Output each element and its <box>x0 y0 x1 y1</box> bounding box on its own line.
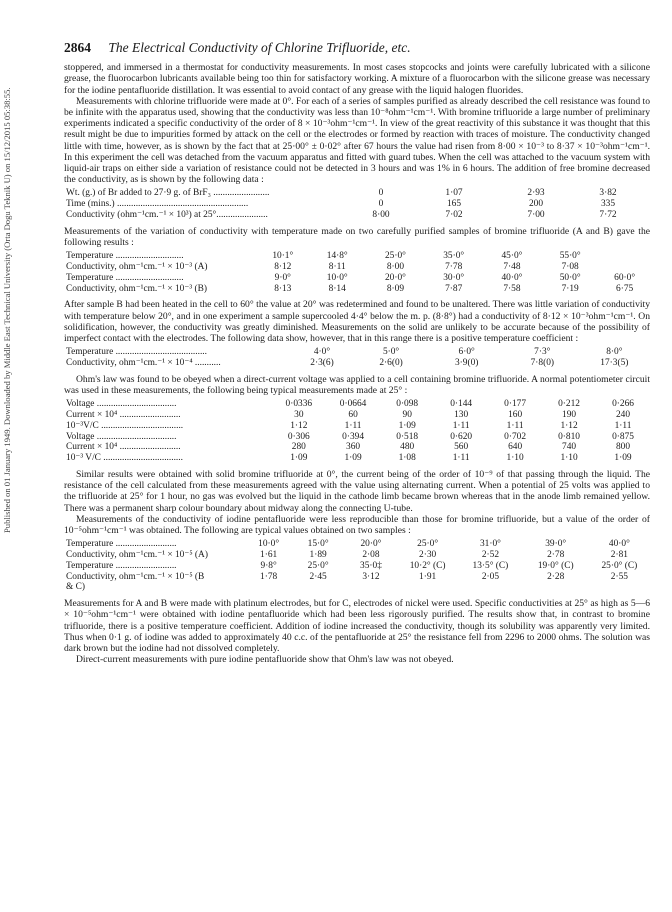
table-cell: 0·0336 <box>285 399 313 410</box>
table-cell: 7·58 <box>503 283 521 294</box>
page-number: 2864 <box>64 40 91 55</box>
row-label: Temperature ............................. <box>66 272 184 283</box>
row-label: & C) <box>66 582 86 593</box>
table-cell: 90 <box>402 410 412 421</box>
running-title: The Electrical Conductivity of Chlorine Trifluoride, etc. <box>108 40 411 55</box>
table-cell: 10·0° <box>326 272 348 283</box>
table-cell: 3·12 <box>362 571 380 582</box>
row-label: Temperature .......................... <box>66 539 177 550</box>
table-cell: 7·19 <box>561 283 579 294</box>
table-cell: 7·87 <box>445 283 463 294</box>
table-cell: 1·10 <box>560 453 578 464</box>
table-cell: 1·61 <box>260 550 278 561</box>
table-cell: 1·12 <box>560 420 578 431</box>
table-cell: 2·55 <box>610 571 628 582</box>
table-row <box>64 572 650 583</box>
table-cell: 4·0° <box>313 347 331 358</box>
paragraph: Direct-current measurements with pure iodine pentafluoride show that Ohm's law was not obeyed. <box>76 654 454 666</box>
table-cell: 2·3(6) <box>310 358 334 369</box>
table-cell: 10·0° <box>258 539 280 550</box>
table-cell: 0·0664 <box>339 399 367 410</box>
table-cell: 0·620 <box>450 431 473 442</box>
table-cell <box>291 582 345 593</box>
table-cell: 0·144 <box>450 399 473 410</box>
table-cell: 19·0° (C) <box>537 560 574 571</box>
table-cell: 335 <box>600 199 616 210</box>
table-row <box>64 347 650 358</box>
table-cell: 1·09 <box>398 420 416 431</box>
page-body <box>64 42 650 665</box>
running-header <box>64 42 650 53</box>
table-cell: 1·11 <box>452 453 470 464</box>
table-cell: 130 <box>454 410 469 421</box>
table-cell: 360 <box>346 442 361 453</box>
table-cell: 1·78 <box>260 571 278 582</box>
table-cell: 25·0° <box>417 539 439 550</box>
table-cell: 17·3(5) <box>600 358 629 369</box>
table-row <box>64 561 650 572</box>
table-cell: 7·00 <box>527 210 545 221</box>
table-cell: 1·89 <box>309 550 327 561</box>
table-cell: 200 <box>528 199 544 210</box>
table-row <box>64 262 650 273</box>
table-cell: 13·5° (C) <box>472 560 509 571</box>
table-cell: 35·0‡ <box>360 560 382 571</box>
table-cell: 1·11 <box>344 420 362 431</box>
table-cell <box>523 582 589 593</box>
table-cell <box>246 582 291 593</box>
table-cell: 0·394 <box>342 431 365 442</box>
table-cell: 1·11 <box>452 420 470 431</box>
table-cell <box>458 582 522 593</box>
table-cell: 50·0° <box>559 272 581 283</box>
row-label: Conductivity, ohm⁻¹cm.⁻¹ × 10⁻³ (B) <box>66 283 207 294</box>
table-cell: 0·212 <box>558 399 580 410</box>
table-cell: 25·0° (C) <box>601 560 638 571</box>
table-cell: 2·45 <box>309 571 327 582</box>
table-cell: 8·14 <box>328 283 346 294</box>
table-cell: 35·0° <box>443 251 465 262</box>
table-cell: 10·1° <box>272 251 294 262</box>
paragraph: Similar results were obtained with solid bromine trifluoride at 0°, the current being of the order of 10⁻⁹ of that passing through the liquid. The resistance of the cell calculated from these measurements agreed with the value using alternating current. When a potential of 25 volts was applied to the trifluoride at 25° for 1 hour, no gas was evolved but the liquid in the cathode limb became brown whereas that in the anode limb remained yellow. There was a permanent sharp colour boundary about midway along the connecting U-tube. <box>64 469 650 514</box>
table-cell: 1·10 <box>506 453 524 464</box>
table-cell: 640 <box>508 442 523 453</box>
table-cell: 1·91 <box>419 571 437 582</box>
row-label: Temperature .......................... <box>66 560 177 571</box>
table-cell: 20·0° <box>360 539 382 550</box>
table-cell: 8·09 <box>386 283 405 294</box>
table-cell: 8·13 <box>274 283 292 294</box>
table-row <box>64 432 650 443</box>
table-cell: 8·12 <box>274 262 292 273</box>
row-label: Conductivity, ohm⁻¹cm.⁻¹ × 10⁻⁴ ........... <box>66 358 221 369</box>
table-cell: 0·266 <box>612 399 634 410</box>
table-row <box>64 210 640 221</box>
table-cell: 3·9(0) <box>454 358 479 369</box>
table-cell: 1·09 <box>290 453 308 464</box>
table-row <box>64 358 650 369</box>
table-cell: 7·78 <box>445 262 463 273</box>
table-cell: 2·93 <box>527 188 545 199</box>
table-cell: 2·28 <box>547 571 565 582</box>
table-cell: 10·2° (C) <box>409 560 446 571</box>
table-cell: 9·0° <box>274 272 291 283</box>
table-cell: 0·810 <box>558 431 580 442</box>
table-cell: 2·52 <box>481 550 500 561</box>
table-cell: 8·0° <box>606 347 623 358</box>
table-row <box>64 273 650 284</box>
table-cell: 2·05 <box>481 571 500 582</box>
table-cell: 240 <box>615 410 631 421</box>
table-cell: 15·0° <box>307 539 329 550</box>
paragraph: After sample B had been heated in the cell to 60° the value at 20° was redetermined and found to be unaltered. There was little variation of conductivity with temperature below 20°, and in one experiment a sample supercooled 4·4° below the m. p. (8·8°) had a conductivity of 8·12 × 10⁻³ohm⁻¹cm⁻¹. On solidification, however, the conductivity was greatly diminished. Measurements on the solid are unlikely to be accurate because of the possibility of imperfect contact with the electrodes. The following data show, however, that in this range there is a positive temperature coefficient : <box>64 299 650 345</box>
table-cell: 2·78 <box>547 550 565 561</box>
table-cell: 7·08 <box>561 262 579 273</box>
table-cell: 2·81 <box>610 550 628 561</box>
table-cell: 7·72 <box>599 210 617 221</box>
table-cell: 14·8° <box>326 251 348 262</box>
row-label: Wt. (g.) of Br added to 27·9 g. of BrF₃ ........................ <box>66 188 270 199</box>
table-cell: 0 <box>378 188 384 199</box>
table-row <box>64 421 650 432</box>
table-cell <box>345 582 397 593</box>
table-cell: 190 <box>562 410 577 421</box>
row-label: Conductivity, ohm⁻¹cm.⁻¹ × 10⁻⁵ (B <box>66 571 205 582</box>
row-label: 10⁻³V/C ................................... <box>66 420 184 431</box>
table-cell: 2·30 <box>419 550 437 561</box>
table-cell <box>599 262 650 273</box>
table-cell: 7·3° <box>534 347 551 358</box>
table-row <box>64 399 650 410</box>
table-cell: 30 <box>294 410 304 421</box>
table-cell: 0·702 <box>504 431 527 442</box>
table-solid-brf3 <box>64 347 650 369</box>
table-cell: 40·0° <box>501 272 523 283</box>
table-cell: 7·48 <box>503 262 521 273</box>
table-cell: 5·0° <box>382 347 400 358</box>
table-cell: 2·6(0) <box>379 358 403 369</box>
table-cell: 60·0° <box>614 272 636 283</box>
row-label: Voltage .................................. <box>66 399 177 410</box>
row-label: Conductivity, ohm⁻¹cm.⁻¹ × 10⁻⁵ (A) <box>66 550 208 561</box>
paragraph: Measurements of the variation of conductivity with temperature made on two carefully purified samples of bromine trifluoride (A and B) gave the following results : <box>64 225 650 249</box>
table-cell: 0·875 <box>612 431 634 442</box>
table-row <box>64 582 650 593</box>
table-ohms-law <box>64 399 650 464</box>
table-cell: 1·07 <box>445 188 463 199</box>
table-cell: 30·0° <box>443 272 465 283</box>
table-cell: 31·0° <box>479 539 501 550</box>
row-label: Current × 10⁴ .......................... <box>66 410 181 421</box>
table-cell: 480 <box>400 442 415 453</box>
table-cell: 60 <box>348 410 358 421</box>
row-label: Voltage .................................. <box>66 431 177 442</box>
table-cell <box>397 582 458 593</box>
table-cell: 1·12 <box>290 420 308 431</box>
table-row <box>64 550 650 561</box>
table-cell: 800 <box>615 442 631 453</box>
table-cell: 3·82 <box>599 188 617 199</box>
table-cell: 1·08 <box>398 453 416 464</box>
table-row <box>64 188 640 199</box>
table-cell: 9·8° <box>260 560 277 571</box>
table-cell: 280 <box>291 442 306 453</box>
table-cell: 25·0° <box>307 560 329 571</box>
table-cell: 165 <box>446 199 462 210</box>
table-cell: 0·177 <box>504 399 527 410</box>
table-cell: 8·00 <box>386 262 405 273</box>
table-row <box>64 442 650 453</box>
table-row <box>64 251 650 262</box>
table-cell <box>599 251 650 262</box>
table-cell: 0·098 <box>396 399 419 410</box>
table-cell: 7·02 <box>445 210 463 221</box>
table-cell: 0 <box>378 199 384 210</box>
table-iodine-pentafluoride <box>64 539 650 593</box>
table-cell: 2·08 <box>362 550 380 561</box>
row-label: 10⁻³ V/C .................................. <box>66 453 183 464</box>
table-cell: 55·0° <box>559 251 581 262</box>
table-cell: 40·0° <box>608 539 630 550</box>
row-label: Temperature ............................. <box>66 251 184 262</box>
table-row <box>64 453 650 464</box>
table-cell: 1·09 <box>344 453 362 464</box>
paragraph: Measurements with chlorine trifluoride were made at 0°. For each of a series of samples purified as already described the cell resistance was found to be infinite with the apparatus used, showing that the conductivity was less than 10⁻⁸ohm⁻¹cm⁻¹. With bromine trifluoride a large number of preliminary experiments indicated a specific conductivity of the order of 8 × 10⁻³ohm⁻¹cm⁻¹. In view of the great reactivity of this substance it was thought that this result might be due to impurities formed by attack on the cell or the electrodes or formed by reaction with traces of moisture. The conductivity changed little with time, however, as is shown by the fact that at 25·00° ± 0·02° after 67 hours the value had risen from 8·00 × 10⁻³ to 8·37 × 10⁻³ohm⁻¹cm⁻¹. In this experiment the cell was detached from the vacuum apparatus and fitted with guard tubes. When the cell was attached to the vacuum system with liquid-air traps on either side a variation of resistance could not be detected in 3 hours and was 1% in 6 hours. The addition of free bromine decreased the conductivity, as is shown by the following data : <box>64 95 650 186</box>
table-cell: 45·0° <box>501 251 523 262</box>
table-row <box>64 539 650 550</box>
table-cell <box>589 582 650 593</box>
table-cell: 20·0° <box>384 272 406 283</box>
table-cell: 1·11 <box>614 420 632 431</box>
table-cell: 8·11 <box>328 262 346 273</box>
table-cell: 0·306 <box>287 431 310 442</box>
table-cell: 560 <box>454 442 469 453</box>
table-cell: 25·0° <box>384 251 406 262</box>
table-cell: 7·8(0) <box>530 358 555 369</box>
paragraph: Measurements for A and B were made with platinum electrodes, but for C, electrodes of nickel were used. Specific conductivities at 25° as high as 5—6 × 10⁻⁵ohm⁻¹cm⁻¹ were obtained with iodine pentafluoride which had been less rigorously purified. The results show that, in contrast to bromine trifluoride, there is a positive temperature coefficient. Addition of iodine increased the conductivity, though its solubility was apparently very limited. Thus when 0·1 g. of iodine was added to approximately 40 c.c. of the pentafluoride at 25° the resistance fell from 2296 to 2000 ohms. The solution was dark brown but the iodine had not dissolved completely. <box>64 598 650 655</box>
table-row <box>64 410 650 421</box>
table-row <box>64 284 650 295</box>
table-cell: 160 <box>508 410 523 421</box>
row-label: Conductivity, ohm⁻¹cm.⁻¹ × 10⁻³ (A) <box>66 262 208 273</box>
table-bromine-addition <box>64 188 640 220</box>
table-row <box>64 199 640 210</box>
table-cell: 0·518 <box>396 431 419 442</box>
table-cell: 8·00 <box>372 210 390 221</box>
table-cell: 1·11 <box>506 420 524 431</box>
table-temperature-brf3 <box>64 251 650 294</box>
table-cell: 39·0° <box>545 539 567 550</box>
paragraph: Ohm's law was found to be obeyed when a direct-current voltage was applied to a cell containing bromine trifluoride. A normal potentiometer circuit was used in these measurements, the following being typical measurements made at 25° : <box>64 373 650 397</box>
row-label: Temperature ....................................... <box>66 347 207 358</box>
table-cell: 6·0° <box>458 347 475 358</box>
row-label: Time (mins.) ........................................................ <box>66 199 249 210</box>
table-cell: 1·09 <box>614 453 632 464</box>
table-cell: 740 <box>562 442 577 453</box>
row-label: Conductivity (ohm⁻¹cm.⁻¹ × 10³) at 25°...................... <box>66 210 268 221</box>
paragraph: stoppered, and immersed in a thermostat for conductivity measurements. In most cases stopcocks and joints were carefully lubricated with a silicone grease, the fluorocarbon lubricants available being too thin for satisfactory working. A mixture of a fluorocarbon with the silicone grease was necessary for the iodine pentafluoride distillation. It was essential to avoid contact of any grease with the liquid halogen fluorides. <box>64 62 650 96</box>
row-label: Current × 10⁴ .......................... <box>66 442 181 453</box>
paragraph: Measurements of the conductivity of iodine pentafluoride were less reproducible than those for bromine trifluoride, but a value of the order of 10⁻⁵ohm⁻¹cm⁻¹ was obtained. The following are typical values obtained on two samples : <box>64 513 650 537</box>
table-cell: 6·75 <box>616 283 634 294</box>
download-watermark: Published on 01 January 1949. Downloaded by Middle East Technical University (Orta Dogu Teknik U) on 15/12/2015 05:38:55. <box>2 87 12 533</box>
